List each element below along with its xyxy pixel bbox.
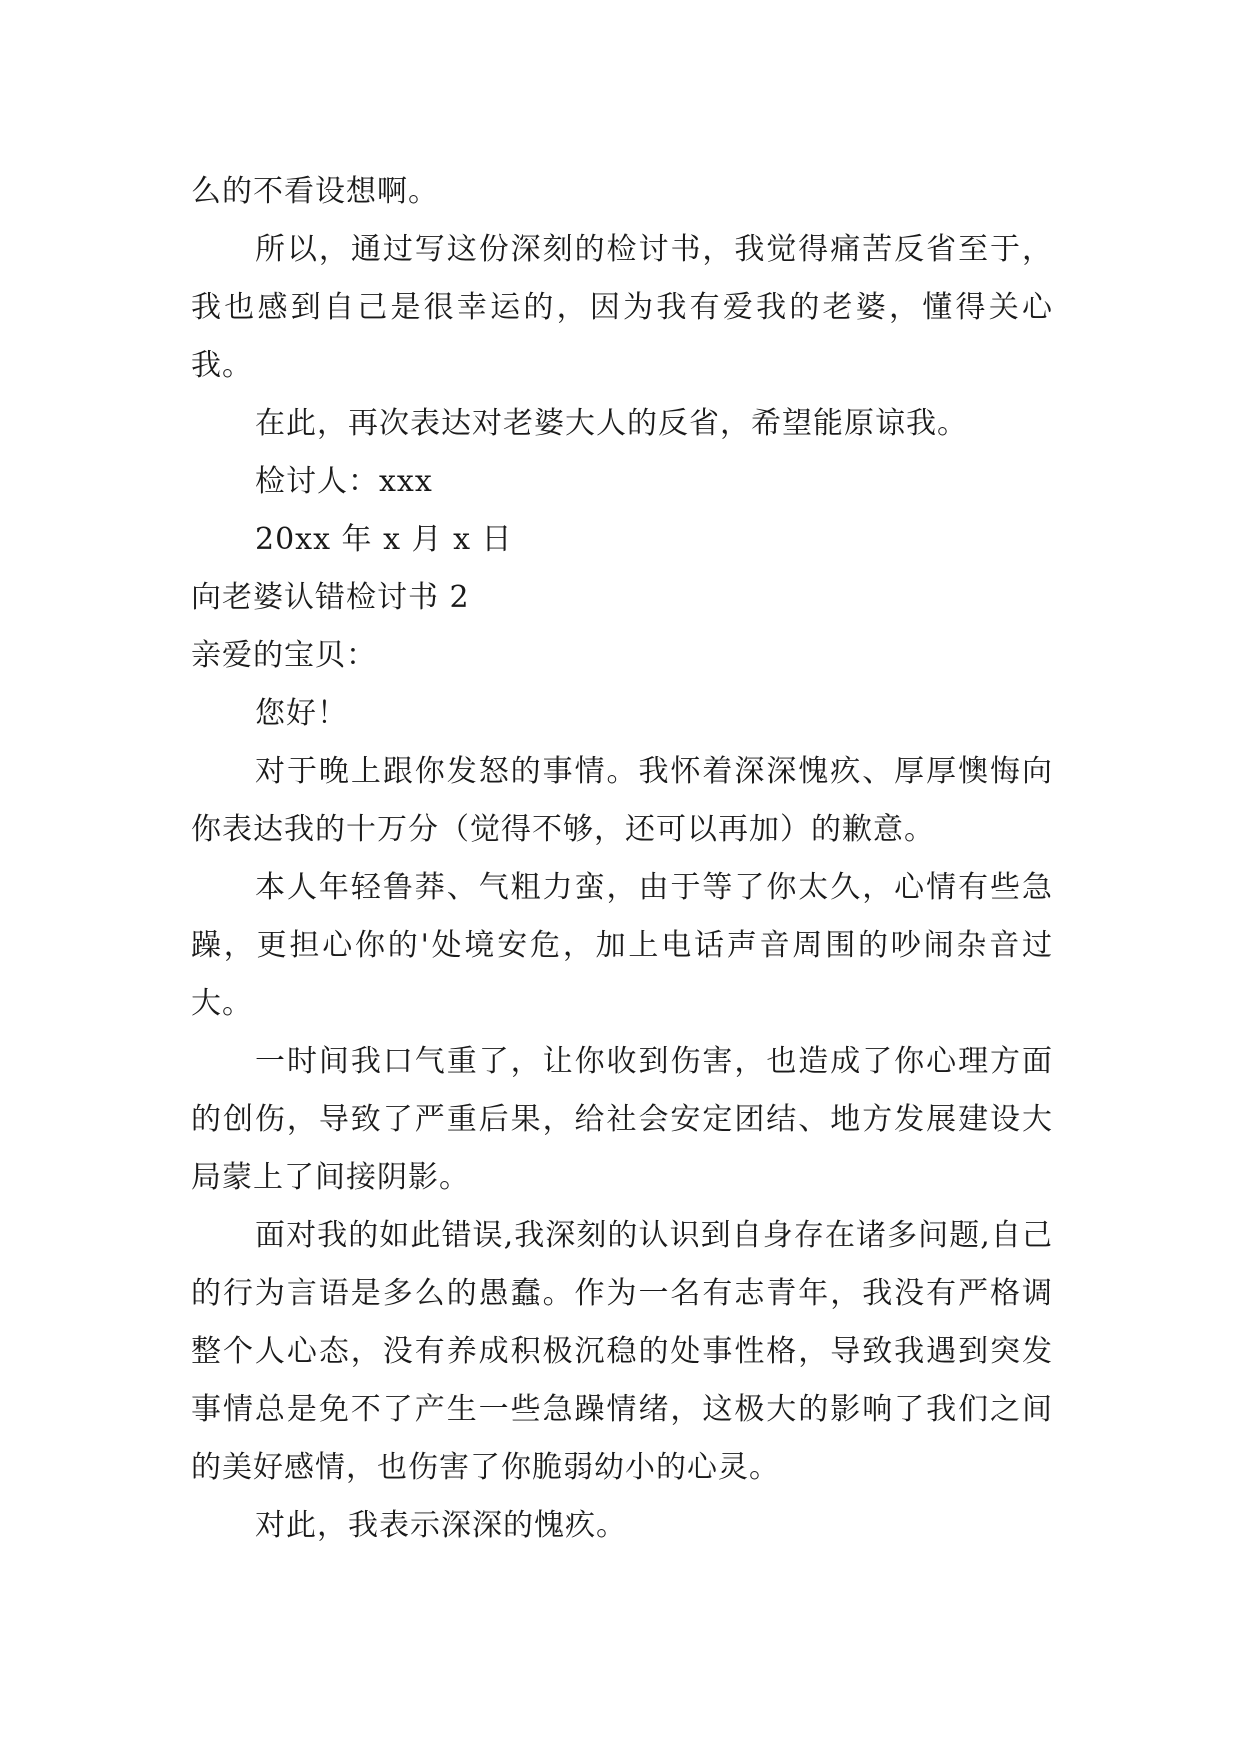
signature-line: 检讨人：xxx [255,464,433,499]
salutation: 亲爱的宝贝： [191,638,377,673]
paragraph-reflection: 所以，通过写这份深刻的检讨书，我觉得痛苦反省至于，我也感到自己是很幸运的，因为我有爱我的老婆，懂得关心我。 [191,232,1053,383]
greeting: 您好！ [255,696,348,731]
section-title: 向老婆认错检讨书 2 [191,580,470,615]
date-line: 20xx 年 x 月 x 日 [255,522,513,557]
paragraph-self-reflection: 面对我的如此错误,我深刻的认识到自身存在诸多问题,自己的行为言语是多么的愚蠢。作为一名有志青年，我没有严格调整个人心态，没有养成积极沉稳的处事性格，导致我遇到突发事情总是免不了产生一些急躁情绪，这极大的影响了我们之间的美好感情，也伤害了你脆弱幼小的心灵。 [191,1218,1053,1485]
paragraph-remorse: 对此，我表示深深的愧疚。 [255,1508,627,1543]
paragraph-explanation: 本人年轻鲁莽、气粗力蛮，由于等了你太久，心情有些急躁，更担心你的'处境安危，加上电话声音周围的吵闹杂音过大。 [191,870,1053,1021]
paragraph-consequence: 一时间我口气重了，让你收到伤害，也造成了你心理方面的创伤，导致了严重后果，给社会安定团结、地方发展建设大局蒙上了间接阴影。 [191,1044,1053,1195]
paragraph-apology-evening: 对于晚上跟你发怒的事情。我怀着深深愧疚、厚厚懊悔向你表达我的十万分（觉得不够，还可以再加）的歉意。 [191,754,1053,847]
paragraph-apology: 在此，再次表达对老婆大人的反省，希望能原谅我。 [255,406,968,441]
paragraph-continuation: 么的不看设想啊。 [191,174,439,209]
document-body [191,163,1053,1555]
